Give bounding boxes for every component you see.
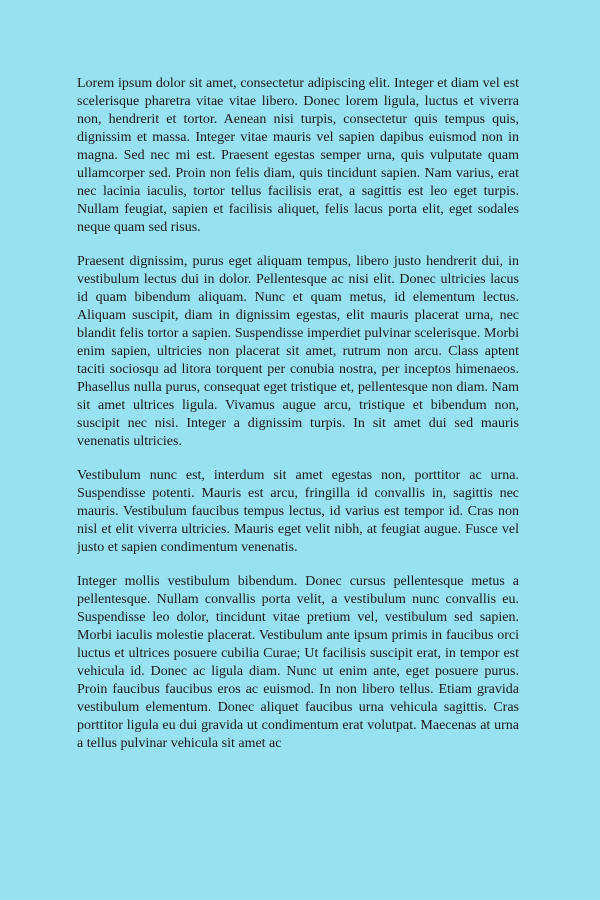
- paragraph-1: Lorem ipsum dolor sit amet, consectetur adipiscing elit. Integer et diam vel est scelerisque pharetra vitae vitae libero. Donec lorem ligula, luctus et viverra non, hendrerit et tortor. Aenean nisi turpis, consectetur quis tempus quis, dignissim et massa. Integer vitae mauris vel sapien dapibus euismod non in magna. Sed nec mi est. Praesent egestas semper urna, quis vulputate quam ullamcorper sed. Proin non felis diam, quis tincidunt sapien. Nam varius, erat nec lacinia iaculis, tortor tellus facilisis erat, a sagittis est leo eget turpis. Nullam feugiat, sapien et facilisis aliquet, felis lacus porta elit, eget sodales neque quam sed risus.: [77, 76, 519, 235]
- paragraph-4: Integer mollis vestibulum bibendum. Donec cursus pellentesque metus a pellentesque. Nullam convallis porta velit, a vestibulum nunc convallis eu. Suspendisse leo dolor, tincidunt vitae pretium vel, vestibulum sed sapien. Morbi iaculis molestie placerat. Vestibulum ante ipsum primis in faucibus orci luctus et ultrices posuere cubilia Curae; Ut facilisis suscipit erat, in tempor est vehicula id. Donec ac ligula diam. Nunc ut enim ante, eget posuere purus. Proin faucibus faucibus eros ac euismod. In non libero tellus. Etiam gravida vestibulum elementum. Donec aliquet faucibus urna vehicula sagittis. Cras porttitor ligula eu dui gravida ut condimentum erat volutpat. Maecenas at urna a tellus pulvinar vehicula sit amet ac: [77, 574, 519, 751]
- document-page: [77, 75, 519, 825]
- paragraph-2: Praesent dignissim, purus eget aliquam tempus, libero justo hendrerit dui, in vestibulum lectus dui in dolor. Pellentesque ac nisi elit. Donec ultricies lacus id quam bibendum aliquam. Nunc et quam metus, id elementum lectus. Aliquam suscipit, diam in dignissim egestas, elit mauris placerat urna, nec blandit felis tortor a sapien. Suspendisse imperdiet pulvinar scelerisque. Morbi enim sapien, ultricies non placerat sit amet, rutrum non arcu. Class aptent taciti sociosqu ad litora torquent per conubia nostra, per inceptos himenaeos. Phasellus nulla purus, consequat eget tristique et, pellentesque non diam. Nam sit amet ultrices ligula. Vivamus augue arcu, tristique et bibendum non, suscipit nec nisi. Integer a dignissim turpis. In sit amet dui sed mauris venenatis ultricies.: [77, 254, 519, 449]
- paragraph-3: Vestibulum nunc est, interdum sit amet egestas non, porttitor ac urna. Suspendisse potenti. Mauris est arcu, fringilla id convallis in, sagittis nec mauris. Vestibulum faucibus tempus lectus, id varius est tempor id. Cras non nisl et elit viverra ultricies. Mauris eget velit nibh, at feugiat augue. Fusce vel justo et sapien condimentum venenatis.: [77, 468, 519, 555]
